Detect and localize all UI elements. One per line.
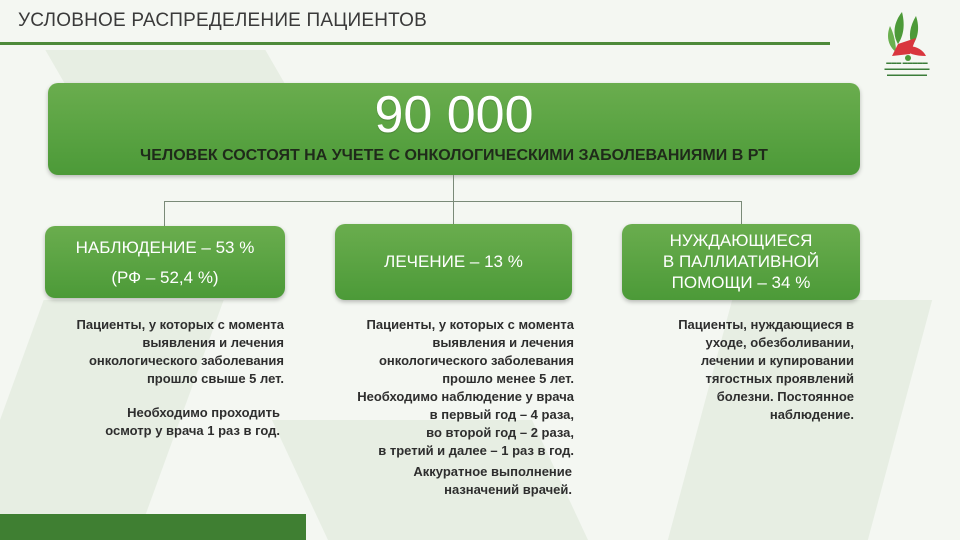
- category-observation-box: [45, 226, 285, 298]
- category-treatment-label: ЛЕЧЕНИЕ – 13 %: [384, 252, 523, 271]
- category-treatment-box: [335, 224, 572, 300]
- category-observation-label: НАБЛЮДЕНИЕ – 53 %: [75, 238, 255, 257]
- connector-left: [164, 201, 165, 226]
- category-palliative-box: [622, 224, 860, 300]
- connector-vertical-main: [453, 175, 454, 201]
- category-palliative-description: Пациенты, нуждающиеся в уходе, обезболивании, лечении и купировании тягостных проявлений болезни. Постоянное наблюдение.: [678, 317, 854, 422]
- headline-box: [48, 83, 860, 175]
- headline-subtitle: ЧЕЛОВЕК СОСТОЯТ НА УЧЕТЕ С ОНКОЛОГИЧЕСКИМИ ЗАБОЛЕВАНИЯМИ В РТ: [140, 147, 768, 164]
- category-palliative-label: НУЖДАЮЩИЕСЯ В ПАЛЛИАТИВНОЙ ПОМОЩИ – 34 %: [662, 231, 820, 292]
- category-observation-note: Необходимо проходить осмотр у врача 1 раз в год.: [105, 405, 280, 438]
- slide-title: УСЛОВНОЕ РАСПРЕДЕЛЕНИЕ ПАЦИЕНТОВ: [18, 10, 427, 31]
- logo-caption: ▬▬▬ ▬▬▬▬▬ ▬▬▬▬▬▬▬▬▬ ▬▬▬▬▬▬▬▬: [884, 60, 930, 78]
- category-treatment-description: Пациенты, у которых с момента выявления и лечения онкологического заболевания прошло менее 5 лет. Необходимо наблюдение у врача в первый год – 4 раза, во второй год – 2 раза, в третий и далее – 1 раз в год.: [357, 317, 574, 458]
- category-observation-rf: (РФ – 52,4 %): [111, 268, 219, 287]
- connector-right: [741, 201, 742, 224]
- footer-band: [0, 514, 306, 540]
- connector-center: [453, 201, 454, 224]
- category-observation-description: Пациенты, у которых с момента выявления и лечения онкологического заболевания прошло свыше 5 лет.: [76, 317, 284, 386]
- patient-count: 90 000: [374, 86, 534, 144]
- title-underline: [0, 42, 830, 45]
- category-treatment-note: Аккуратное выполнение назначений врачей.: [413, 464, 572, 497]
